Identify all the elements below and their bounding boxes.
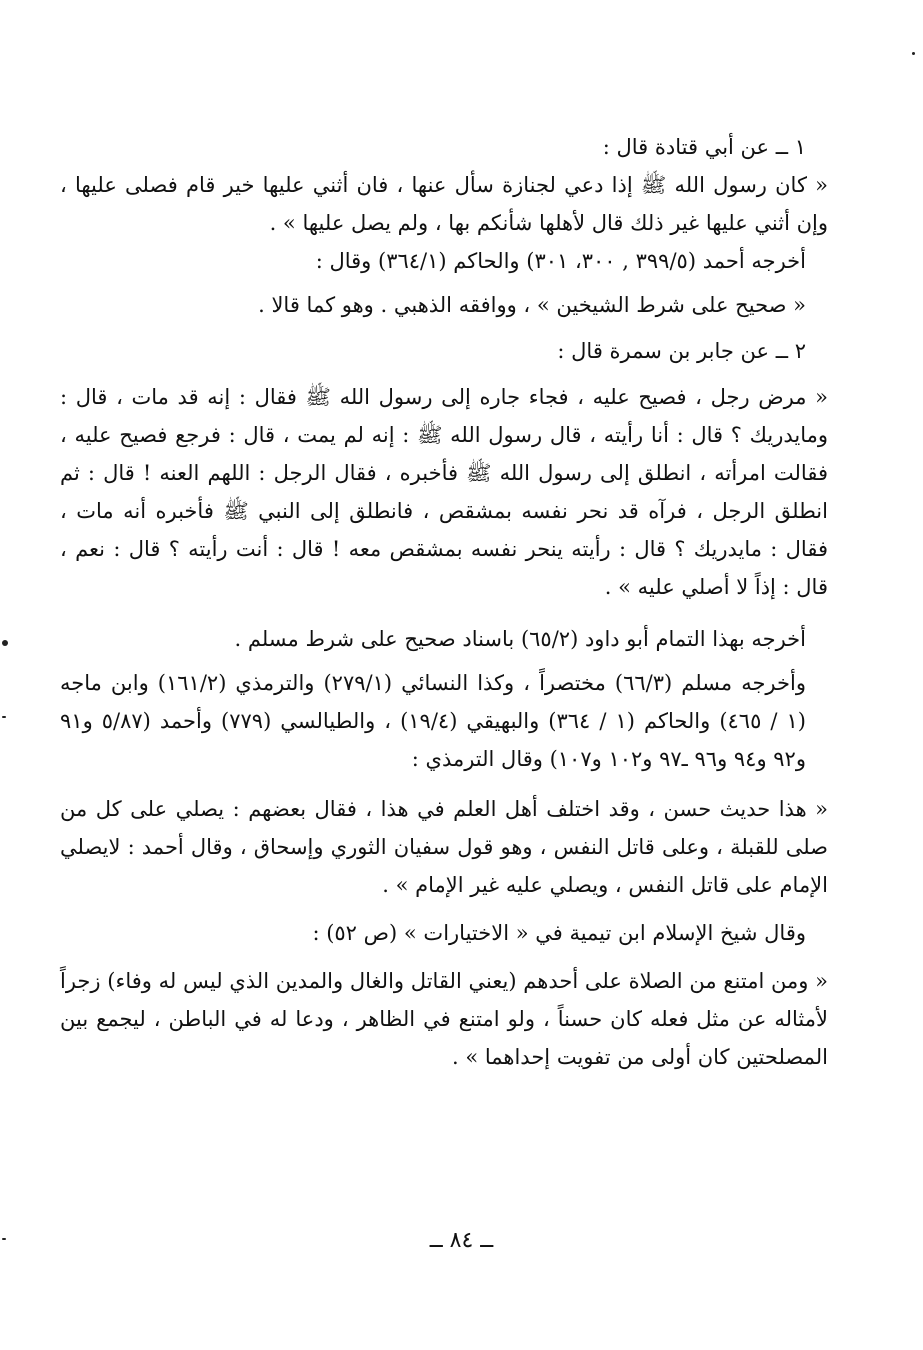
scan-dot (2, 716, 6, 718)
takhrij-2-abudawud: أخرجه بهذا التمام أبو داود (٦٥/٢) باسناد صحيح على شرط مسلم . (234, 627, 806, 651)
scan-dot (912, 52, 915, 55)
takhrij-2-others: وأخرجه مسلم (٦٦/٣) مختصراً ، وكذا النسائي (٢٧٩/١) والترمذي (١٦١/٢) وابن ماجه (١ / ٤٦٥) والحاكم (١ / ٣٦٤) والبهيقي (١٩/٤) ، والطيالسي (٧٧٩) وأحمد (٥/٨٧ و٩١ و٩٢ و٩٤ و٩٦ ـ٩٧ و١٠٢ و١٠٧) وقال الترمذي : (60, 671, 806, 771)
hadith-text-2: « مرض رجل ، فصيح عليه ، فجاء جاره إلى رسول الله ﷺ فقال : إنه قد مات ، قال : ومايدريك ؟ قال : أنا رأيته ، قال رسول الله ﷺ : إنه لم يمت ، قال : فرجع فصيح عليه ، فقالت امرأته ، انطلق إلى رسول الله ﷺ فأخبره ، فقال الرجل : اللهم العنه ! قال : ثم انطلق الرجل ، فرآه قد نحر نفسه بمشقص ، فانطلق إلى النبي ﷺ فأخبره أنه مات ، فقال : مايدريك ؟ قال : رأيته ينحر نفسه بمشقص معه ! قال : أنت رأيته ؟ قال : نعم ، قال : إذاً لا أصلي عليه » . (60, 385, 828, 599)
scan-dot (2, 640, 8, 646)
hadith-text-1: « كان رسول الله ﷺ إذا دعي لجنازة سأل عنها ، فان أثني عليها خير قام فصلى عليها ، وإن أثني عليها غير ذلك قال لأهلها شأنكم بها ، ولم يصل عليها » . (60, 173, 828, 235)
page-number: ــ ٨٤ ــ (429, 1228, 494, 1253)
takhrij-1: أخرجه أحمد (٣٩٩/٥ , ٣٠٠، ٣٠١) والحاكم (٣٦٤/١) وقال : (315, 249, 806, 273)
hakim-quote-1: « صحيح على شرط الشيخين » ، ووافقه الذهبي . وهو كما قالا . (258, 293, 806, 317)
hadith-heading-1: ١ ــ عن أبي قتادة قال : (602, 135, 806, 159)
page-body (60, 128, 828, 1076)
tirmidhi-quote: « هذا حديث حسن ، وقد اختلف أهل العلم في هذا ، فقال بعضهم : يصلي على كل من صلى للقبلة ، وعلى قاتل النفس ، وهو قول سفيان الثوري وإسحاق ، وقال أحمد : لايصلي الإمام على قاتل النفس ، ويصلي عليه غير الإمام » . (60, 797, 828, 897)
ibn-taymiyya-quote: « ومن امتنع من الصلاة على أحدهم (يعني القاتل والغال والمدين الذي ليس له وفاء) زجراً لأمثاله عن مثل فعله كان حسناً ، ولو امتنع في الظاهر ، ودعا له في الباطن ، ليجمع بين المصلحتين كان أولى من تفويت إحداهما » . (60, 969, 828, 1069)
ibn-taymiyya-intro: وقال شيخ الإسلام ابن تيمية في « الاختيارات » (ص ٥٢) : (312, 921, 806, 945)
scan-dot (2, 1238, 6, 1240)
hadith-heading-2: ٢ ــ عن جابر بن سمرة قال : (557, 339, 806, 363)
